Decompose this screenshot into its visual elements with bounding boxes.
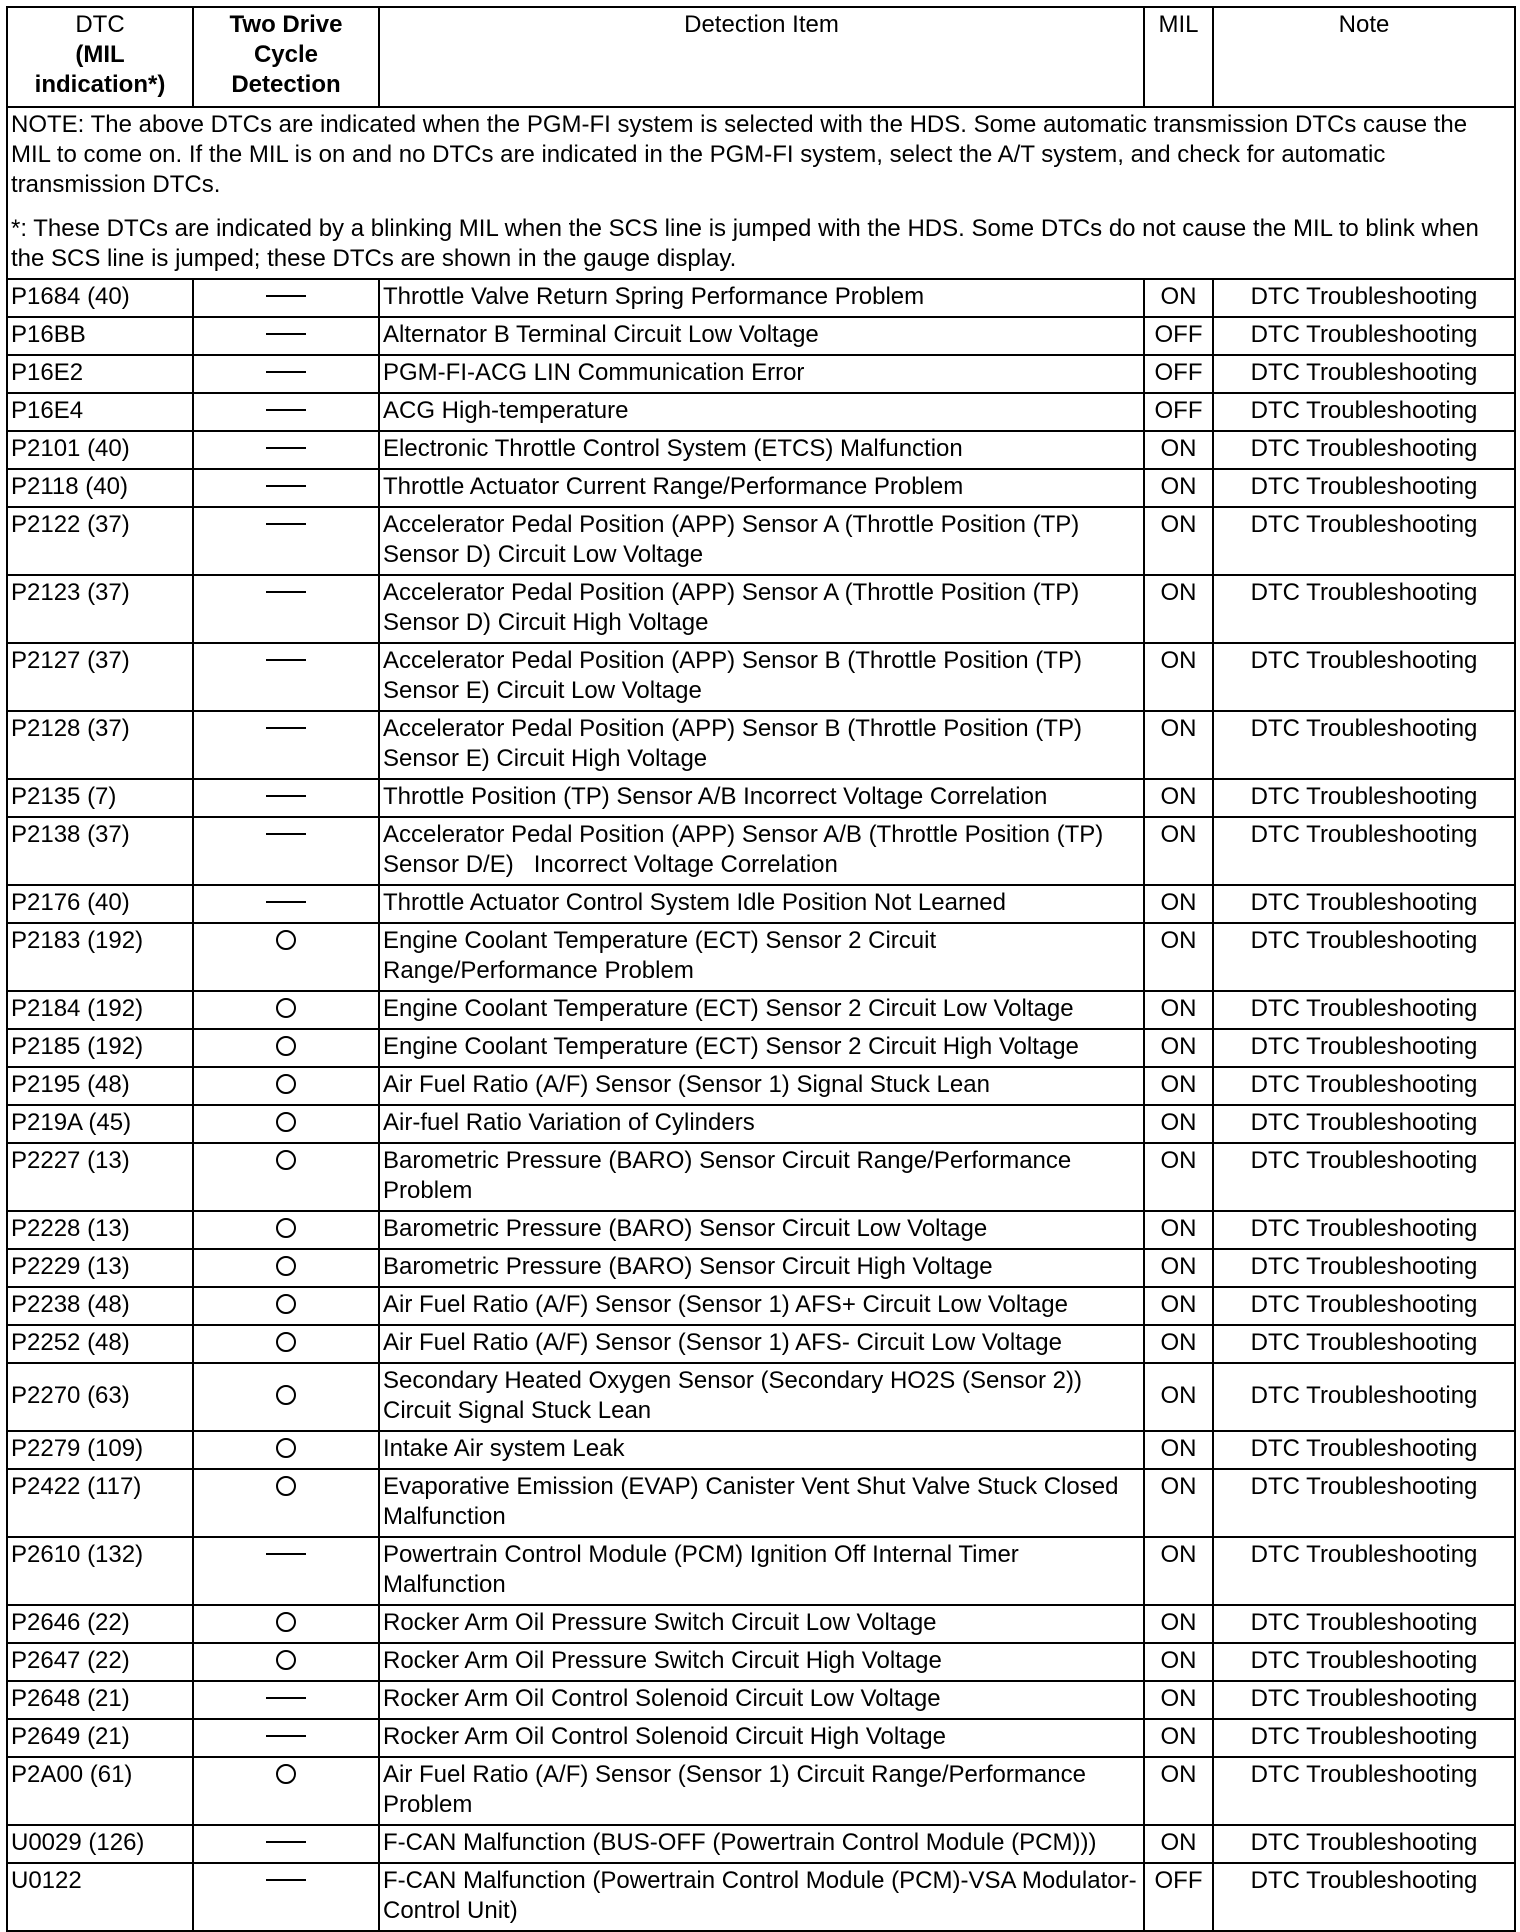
table-row <box>7 1067 1515 1105</box>
table-row <box>7 1363 1515 1431</box>
note-link[interactable]: DTC Troubleshooting <box>1213 1825 1515 1863</box>
note-link[interactable]: DTC Troubleshooting <box>1213 507 1515 575</box>
detection-item: Accelerator Pedal Position (APP) Sensor B (Throttle Position (TP) Sensor E) Circuit High Voltage <box>379 711 1144 779</box>
dash-icon <box>266 333 306 335</box>
note-link[interactable]: DTC Troubleshooting <box>1213 279 1515 317</box>
header-mil: MIL <box>1144 7 1213 107</box>
dash-icon <box>266 1553 306 1555</box>
dtc-code: U0122 <box>7 1863 193 1931</box>
table-row <box>7 1249 1515 1287</box>
table-row <box>7 643 1515 711</box>
dash-icon <box>266 727 306 729</box>
detection-item: Throttle Actuator Control System Idle Position Not Learned <box>379 885 1144 923</box>
dtc-code: P2195 (48) <box>7 1067 193 1105</box>
table-row <box>7 279 1515 317</box>
mil-status: ON <box>1144 1825 1213 1863</box>
detection-item: Barometric Pressure (BARO) Sensor Circuit Low Voltage <box>379 1211 1144 1249</box>
two-drive-cycle-cell <box>193 1029 379 1067</box>
circle-icon <box>276 1074 296 1094</box>
dash-icon <box>266 901 306 903</box>
table-row <box>7 1719 1515 1757</box>
header-note: Note <box>1213 7 1515 107</box>
two-drive-cycle-cell <box>193 817 379 885</box>
mil-status: ON <box>1144 817 1213 885</box>
note-link[interactable]: DTC Troubleshooting <box>1213 1211 1515 1249</box>
dtc-code: P2228 (13) <box>7 1211 193 1249</box>
note-link[interactable]: DTC Troubleshooting <box>1213 575 1515 643</box>
mil-status: ON <box>1144 1249 1213 1287</box>
detection-item: Intake Air system Leak <box>379 1431 1144 1469</box>
mil-status: OFF <box>1144 393 1213 431</box>
mil-status: ON <box>1144 1287 1213 1325</box>
table-row <box>7 317 1515 355</box>
mil-status: ON <box>1144 1605 1213 1643</box>
mil-status: ON <box>1144 779 1213 817</box>
dtc-code: P2A00 (61) <box>7 1757 193 1825</box>
table-row <box>7 393 1515 431</box>
dtc-code: P2138 (37) <box>7 817 193 885</box>
detection-item: Engine Coolant Temperature (ECT) Sensor 2 Circuit Low Voltage <box>379 991 1144 1029</box>
table-row <box>7 1681 1515 1719</box>
detection-item: Barometric Pressure (BARO) Sensor Circuit Range/Performance Problem <box>379 1143 1144 1211</box>
detection-item: Electronic Throttle Control System (ETCS) Malfunction <box>379 431 1144 469</box>
dtc-code: U0029 (126) <box>7 1825 193 1863</box>
dtc-code: P2647 (22) <box>7 1643 193 1681</box>
dtc-code: P2123 (37) <box>7 575 193 643</box>
two-drive-cycle-cell <box>193 431 379 469</box>
detection-item: Air Fuel Ratio (A/F) Sensor (Sensor 1) Signal Stuck Lean <box>379 1067 1144 1105</box>
dash-icon <box>266 1879 306 1881</box>
dtc-code: P2135 (7) <box>7 779 193 817</box>
note-link[interactable]: DTC Troubleshooting <box>1213 469 1515 507</box>
detection-item: Engine Coolant Temperature (ECT) Sensor 2 Circuit High Voltage <box>379 1029 1144 1067</box>
dash-icon <box>266 1697 306 1699</box>
mil-status: ON <box>1144 885 1213 923</box>
detection-item: Throttle Position (TP) Sensor A/B Incorrect Voltage Correlation <box>379 779 1144 817</box>
note-link[interactable]: DTC Troubleshooting <box>1213 923 1515 991</box>
detection-item: Engine Coolant Temperature (ECT) Sensor 2 Circuit Range/Performance Problem <box>379 923 1144 991</box>
mil-status: ON <box>1144 711 1213 779</box>
note-link[interactable]: DTC Troubleshooting <box>1213 393 1515 431</box>
two-drive-cycle-cell <box>193 1825 379 1863</box>
table-row <box>7 575 1515 643</box>
note-link[interactable]: DTC Troubleshooting <box>1213 1605 1515 1643</box>
dtc-code: P219A (45) <box>7 1105 193 1143</box>
table-row <box>7 923 1515 991</box>
dtc-code: P2229 (13) <box>7 1249 193 1287</box>
mil-status: ON <box>1144 469 1213 507</box>
two-drive-cycle-cell <box>193 923 379 991</box>
table-row <box>7 991 1515 1029</box>
dtc-code: P2176 (40) <box>7 885 193 923</box>
dtc-table <box>6 6 1516 1932</box>
dtc-code: P2422 (117) <box>7 1469 193 1537</box>
detection-item: Secondary Heated Oxygen Sensor (Secondary HO2S (Sensor 2)) Circuit Signal Stuck Lean <box>379 1363 1144 1431</box>
two-drive-cycle-cell <box>193 1537 379 1605</box>
table-row <box>7 1029 1515 1067</box>
table-row <box>7 779 1515 817</box>
mil-status: ON <box>1144 1757 1213 1825</box>
dash-icon <box>266 1735 306 1737</box>
dash-icon <box>266 447 306 449</box>
two-drive-cycle-cell <box>193 1211 379 1249</box>
dtc-document <box>6 6 1514 1932</box>
note-link[interactable]: DTC Troubleshooting <box>1213 779 1515 817</box>
two-drive-cycle-cell <box>193 575 379 643</box>
dtc-code: P2183 (192) <box>7 923 193 991</box>
mil-status: ON <box>1144 1469 1213 1537</box>
detection-item: Accelerator Pedal Position (APP) Sensor A/B (Throttle Position (TP) Sensor D/E) Incorrect Voltage Correlation <box>379 817 1144 885</box>
note-link[interactable]: DTC Troubleshooting <box>1213 1719 1515 1757</box>
dtc-code: P2118 (40) <box>7 469 193 507</box>
two-drive-cycle-cell <box>193 1067 379 1105</box>
two-drive-cycle-cell <box>193 991 379 1029</box>
two-drive-cycle-cell <box>193 317 379 355</box>
note-link[interactable]: DTC Troubleshooting <box>1213 317 1515 355</box>
detection-item: Throttle Valve Return Spring Performance Problem <box>379 279 1144 317</box>
mil-status: OFF <box>1144 317 1213 355</box>
header-row <box>7 7 1515 107</box>
dtc-code: P1684 (40) <box>7 279 193 317</box>
dash-icon <box>266 523 306 525</box>
note-link[interactable]: DTC Troubleshooting <box>1213 355 1515 393</box>
two-drive-cycle-cell <box>193 1681 379 1719</box>
mil-status: ON <box>1144 1325 1213 1363</box>
detection-item: Barometric Pressure (BARO) Sensor Circuit High Voltage <box>379 1249 1144 1287</box>
table-row <box>7 885 1515 923</box>
mil-status: ON <box>1144 1067 1213 1105</box>
note-link[interactable]: DTC Troubleshooting <box>1213 711 1515 779</box>
two-drive-cycle-cell <box>193 1757 379 1825</box>
note-link[interactable]: DTC Troubleshooting <box>1213 431 1515 469</box>
detection-item: ACG High-temperature <box>379 393 1144 431</box>
note-link[interactable]: DTC Troubleshooting <box>1213 1249 1515 1287</box>
detection-item: F-CAN Malfunction (BUS-OFF (Powertrain Control Module (PCM))) <box>379 1825 1144 1863</box>
table-row <box>7 1605 1515 1643</box>
note-blinking-mil-paragraph: *: These DTCs are indicated by a blinking MIL when the SCS line is jumped with the HDS. Some DTCs do not cause the MIL to blink when the SCS line is jumped; these DTCs are shown in the gauge display. <box>11 215 1479 272</box>
dash-icon <box>266 485 306 487</box>
two-drive-cycle-cell <box>193 1325 379 1363</box>
two-drive-cycle-cell <box>193 1431 379 1469</box>
mil-status: ON <box>1144 1431 1213 1469</box>
two-drive-cycle-cell <box>193 1105 379 1143</box>
circle-icon <box>276 1112 296 1132</box>
header-detection-item: Detection Item <box>379 7 1144 107</box>
two-drive-cycle-cell <box>193 643 379 711</box>
table-row <box>7 1469 1515 1537</box>
notes-cell <box>7 107 1515 279</box>
two-drive-cycle-cell <box>193 1605 379 1643</box>
table-row <box>7 1287 1515 1325</box>
mil-status: ON <box>1144 923 1213 991</box>
header-dtc: DTC (MIL indication*) <box>7 7 193 107</box>
mil-status: ON <box>1144 1211 1213 1249</box>
dtc-code: P2279 (109) <box>7 1431 193 1469</box>
detection-item: Throttle Actuator Current Range/Performance Problem <box>379 469 1144 507</box>
header-two-drive-cycle: Two Drive Cycle Detection <box>193 7 379 107</box>
table-row <box>7 355 1515 393</box>
mil-status: ON <box>1144 279 1213 317</box>
detection-item: PGM-FI-ACG LIN Communication Error <box>379 355 1144 393</box>
notes-row <box>7 107 1515 279</box>
two-drive-cycle-cell <box>193 279 379 317</box>
dash-icon <box>266 795 306 797</box>
circle-icon <box>276 1438 296 1458</box>
detection-item: Air-fuel Ratio Variation of Cylinders <box>379 1105 1144 1143</box>
dtc-code: P2270 (63) <box>7 1363 193 1431</box>
table-row <box>7 711 1515 779</box>
table-row <box>7 1431 1515 1469</box>
table-row <box>7 1537 1515 1605</box>
table-row <box>7 431 1515 469</box>
detection-item: Rocker Arm Oil Control Solenoid Circuit Low Voltage <box>379 1681 1144 1719</box>
mil-status: ON <box>1144 1643 1213 1681</box>
detection-item: Accelerator Pedal Position (APP) Sensor A (Throttle Position (TP) Sensor D) Circuit Low Voltage <box>379 507 1144 575</box>
table-row <box>7 507 1515 575</box>
mil-status: ON <box>1144 1029 1213 1067</box>
mil-status: ON <box>1144 991 1213 1029</box>
dtc-code: P2648 (21) <box>7 1681 193 1719</box>
mil-status: ON <box>1144 1681 1213 1719</box>
note-link[interactable]: DTC Troubleshooting <box>1213 1537 1515 1605</box>
dtc-code: P2252 (48) <box>7 1325 193 1363</box>
dtc-code: P2184 (192) <box>7 991 193 1029</box>
table-row <box>7 1105 1515 1143</box>
two-drive-cycle-cell <box>193 1863 379 1931</box>
two-drive-cycle-cell <box>193 1363 379 1431</box>
circle-icon <box>276 1385 296 1405</box>
detection-item: Accelerator Pedal Position (APP) Sensor B (Throttle Position (TP) Sensor E) Circuit Low Voltage <box>379 643 1144 711</box>
note-link[interactable]: DTC Troubleshooting <box>1213 1431 1515 1469</box>
dtc-code: P16E2 <box>7 355 193 393</box>
note-link[interactable]: DTC Troubleshooting <box>1213 643 1515 711</box>
two-drive-cycle-cell <box>193 355 379 393</box>
table-row <box>7 1143 1515 1211</box>
dash-icon <box>266 371 306 373</box>
two-drive-cycle-cell <box>193 711 379 779</box>
mil-status: ON <box>1144 575 1213 643</box>
detection-item: Alternator B Terminal Circuit Low Voltage <box>379 317 1144 355</box>
two-drive-cycle-cell <box>193 469 379 507</box>
dash-icon <box>266 833 306 835</box>
detection-item: Powertrain Control Module (PCM) Ignition Off Internal Timer Malfunction <box>379 1537 1144 1605</box>
table-row <box>7 1325 1515 1363</box>
note-link[interactable]: DTC Troubleshooting <box>1213 1863 1515 1931</box>
two-drive-cycle-cell <box>193 1469 379 1537</box>
two-drive-cycle-cell <box>193 507 379 575</box>
table-row <box>7 1863 1515 1931</box>
note-link[interactable]: DTC Troubleshooting <box>1213 1363 1515 1431</box>
mil-status: OFF <box>1144 355 1213 393</box>
dtc-code: P2238 (48) <box>7 1287 193 1325</box>
dash-icon <box>266 591 306 593</box>
detection-item: Rocker Arm Oil Pressure Switch Circuit Low Voltage <box>379 1605 1144 1643</box>
circle-icon <box>276 930 296 950</box>
dtc-code: P2185 (192) <box>7 1029 193 1067</box>
detection-item: Accelerator Pedal Position (APP) Sensor A (Throttle Position (TP) Sensor D) Circuit High Voltage <box>379 575 1144 643</box>
note-hds-paragraph: NOTE: The above DTCs are indicated when the PGM-FI system is selected with the HDS. Some automatic transmission DTCs cause the MIL to come on. If the MIL is on and no DTCs are indicated in the PGM-FI system, select the A/T system, and check for automatic transmission DTCs. <box>11 111 1468 198</box>
dtc-code: P2101 (40) <box>7 431 193 469</box>
circle-icon <box>276 1612 296 1632</box>
mil-status: ON <box>1144 1363 1213 1431</box>
detection-item: Rocker Arm Oil Control Solenoid Circuit High Voltage <box>379 1719 1144 1757</box>
dash-icon <box>266 659 306 661</box>
note-link[interactable]: DTC Troubleshooting <box>1213 1757 1515 1825</box>
mil-status: ON <box>1144 643 1213 711</box>
mil-status: ON <box>1144 1143 1213 1211</box>
circle-icon <box>276 1150 296 1170</box>
dash-icon <box>266 295 306 297</box>
dash-icon <box>266 1841 306 1843</box>
detection-item: Rocker Arm Oil Pressure Switch Circuit High Voltage <box>379 1643 1144 1681</box>
circle-icon <box>276 1650 296 1670</box>
two-drive-cycle-cell <box>193 885 379 923</box>
note-link[interactable]: DTC Troubleshooting <box>1213 1105 1515 1143</box>
note-link[interactable]: DTC Troubleshooting <box>1213 1643 1515 1681</box>
table-row <box>7 469 1515 507</box>
dtc-code: P2227 (13) <box>7 1143 193 1211</box>
detection-item: F-CAN Malfunction (Powertrain Control Module (PCM)-VSA Modulator-Control Unit) <box>379 1863 1144 1931</box>
dash-icon <box>266 409 306 411</box>
mil-status: OFF <box>1144 1863 1213 1931</box>
table-row <box>7 1643 1515 1681</box>
table-row <box>7 1825 1515 1863</box>
mil-status: ON <box>1144 1719 1213 1757</box>
note-link[interactable]: DTC Troubleshooting <box>1213 1143 1515 1211</box>
circle-icon <box>276 998 296 1018</box>
circle-icon <box>276 1476 296 1496</box>
dtc-code: P16BB <box>7 317 193 355</box>
circle-icon <box>276 1256 296 1276</box>
two-drive-cycle-cell <box>193 1143 379 1211</box>
two-drive-cycle-cell <box>193 779 379 817</box>
dtc-code: P2646 (22) <box>7 1605 193 1643</box>
detection-item: Air Fuel Ratio (A/F) Sensor (Sensor 1) Circuit Range/Performance Problem <box>379 1757 1144 1825</box>
detection-item: Evaporative Emission (EVAP) Canister Vent Shut Valve Stuck Closed Malfunction <box>379 1469 1144 1537</box>
note-link[interactable]: DTC Troubleshooting <box>1213 1029 1515 1067</box>
table-row <box>7 817 1515 885</box>
circle-icon <box>276 1764 296 1784</box>
two-drive-cycle-cell <box>193 1643 379 1681</box>
mil-status: ON <box>1144 1105 1213 1143</box>
table-row <box>7 1757 1515 1825</box>
note-link[interactable]: DTC Troubleshooting <box>1213 1067 1515 1105</box>
table-row <box>7 1211 1515 1249</box>
note-link[interactable]: DTC Troubleshooting <box>1213 991 1515 1029</box>
detection-item: Air Fuel Ratio (A/F) Sensor (Sensor 1) AFS+ Circuit Low Voltage <box>379 1287 1144 1325</box>
note-link[interactable]: DTC Troubleshooting <box>1213 1681 1515 1719</box>
note-link[interactable]: DTC Troubleshooting <box>1213 1325 1515 1363</box>
mil-status: ON <box>1144 431 1213 469</box>
dtc-code: P2649 (21) <box>7 1719 193 1757</box>
dtc-code: P2128 (37) <box>7 711 193 779</box>
dtc-code: P2127 (37) <box>7 643 193 711</box>
circle-icon <box>276 1036 296 1056</box>
mil-status: ON <box>1144 507 1213 575</box>
note-link[interactable]: DTC Troubleshooting <box>1213 817 1515 885</box>
detection-item: Air Fuel Ratio (A/F) Sensor (Sensor 1) AFS- Circuit Low Voltage <box>379 1325 1144 1363</box>
dtc-code: P16E4 <box>7 393 193 431</box>
two-drive-cycle-cell <box>193 393 379 431</box>
two-drive-cycle-cell <box>193 1719 379 1757</box>
note-link[interactable]: DTC Troubleshooting <box>1213 885 1515 923</box>
dtc-code: P2122 (37) <box>7 507 193 575</box>
note-link[interactable]: DTC Troubleshooting <box>1213 1469 1515 1537</box>
mil-status: ON <box>1144 1537 1213 1605</box>
note-link[interactable]: DTC Troubleshooting <box>1213 1287 1515 1325</box>
circle-icon <box>276 1218 296 1238</box>
circle-icon <box>276 1294 296 1314</box>
dtc-code: P2610 (132) <box>7 1537 193 1605</box>
two-drive-cycle-cell <box>193 1287 379 1325</box>
two-drive-cycle-cell <box>193 1249 379 1287</box>
circle-icon <box>276 1332 296 1352</box>
